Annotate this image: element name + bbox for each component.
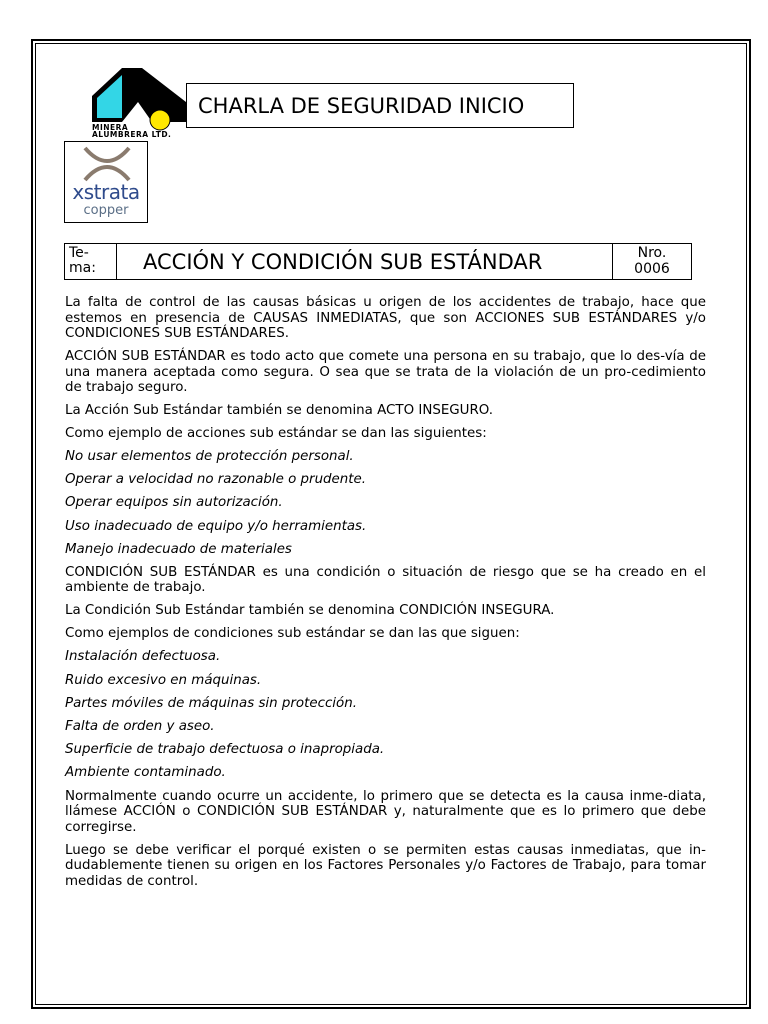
list-item: Ruido excesivo en máquinas. [65, 672, 262, 688]
paragraph: CONDICIÓN SUB ESTÁNDAR es una condición o situación de riesgo que se ha creado en el ambiente de trabajo. [65, 564, 706, 596]
list-item: Operar equipos sin autorización. [65, 495, 283, 511]
list-item: Partes móviles de máquinas sin protección. [65, 695, 357, 711]
document-body [65, 295, 706, 897]
paragraph: Como ejemplo de acciones sub estándar se dan las siguientes: [65, 426, 487, 441]
list-item: Falta de orden y aseo. [65, 719, 215, 734]
xstrata-word: xstrata [72, 180, 140, 204]
page-title-text: CHARLA DE SEGURIDAD INICIO [198, 93, 525, 118]
paragraph: La Condición Sub Estándar también se denomina CONDICIÓN INSEGURA. [65, 603, 555, 619]
topic-title [117, 244, 613, 279]
page-title [186, 83, 574, 128]
xstrata-x-icon [65, 144, 149, 184]
topic-number [613, 244, 691, 279]
xstrata-copper-word: copper [83, 203, 129, 218]
list-item: Ambiente contaminado. [65, 765, 226, 781]
paragraph: Como ejemplos de condiciones sub estándar se dan las que siguen: [65, 626, 520, 642]
list-item: Instalación defectuosa. [65, 649, 221, 665]
minera-alumbrera-logo-text [92, 124, 192, 138]
topic-row [64, 243, 692, 280]
list-item: Superficie de trabajo defectuosa o inapropiada. [65, 742, 385, 758]
list-item: Operar a velocidad no razonable o prudente. [65, 472, 367, 488]
list-item: No usar elementos de protección personal. [65, 449, 354, 464]
paragraph: La falta de control de las causas básicas u origen de los accidentes de trabajo, hace que estemos en presencia de CAUSAS INMEDIATAS, que son ACCIONES SUB ESTÁNDARES y/o CONDICIONES SUB ESTÁNDARES. [65, 295, 706, 341]
paragraph: La Acción Sub Estándar también se denomina ACTO INSEGURO. [65, 403, 494, 418]
paragraph: ACCIÓN SUB ESTÁNDAR es todo acto que comete una persona en su trabajo, que lo des-vía de una manera aceptada como segura. O sea que se trata de la violación de un pro-cedimiento de trabajo seguro. [65, 349, 706, 395]
paragraph: Luego se debe verificar el porqué existen o se permiten estas causas inmediatas, que in-dudablemente tienen su origen en los Factores Personales y/o Factores de Trabajo, para tomar medidas de control. [65, 842, 706, 889]
topic-title-text: ACCIÓN Y CONDICIÓN SUB ESTÁNDAR [143, 249, 543, 274]
paragraph: Normalmente cuando ocurre un accidente, lo primero que se detecta es la causa inme-diata, llámese ACCIÓN o CONDICIÓN SUB ESTÁNDAR y, naturalmente que es lo primero que debe corregirse. [65, 788, 706, 835]
xstrata-copper-logo [64, 141, 148, 223]
topic-number-label: Nro. [637, 245, 667, 261]
list-item: Manejo inadecuado de materiales [65, 541, 292, 557]
logo-text-line1: MINERA [92, 123, 129, 132]
topic-number-value: 0006 [634, 261, 670, 277]
list-item: Uso inadecuado de equipo y/o herramientas. [65, 518, 367, 534]
topic-label: Te- ma: [65, 244, 117, 279]
logo-text-line2: ALUMBRERA LTD. [92, 130, 172, 139]
